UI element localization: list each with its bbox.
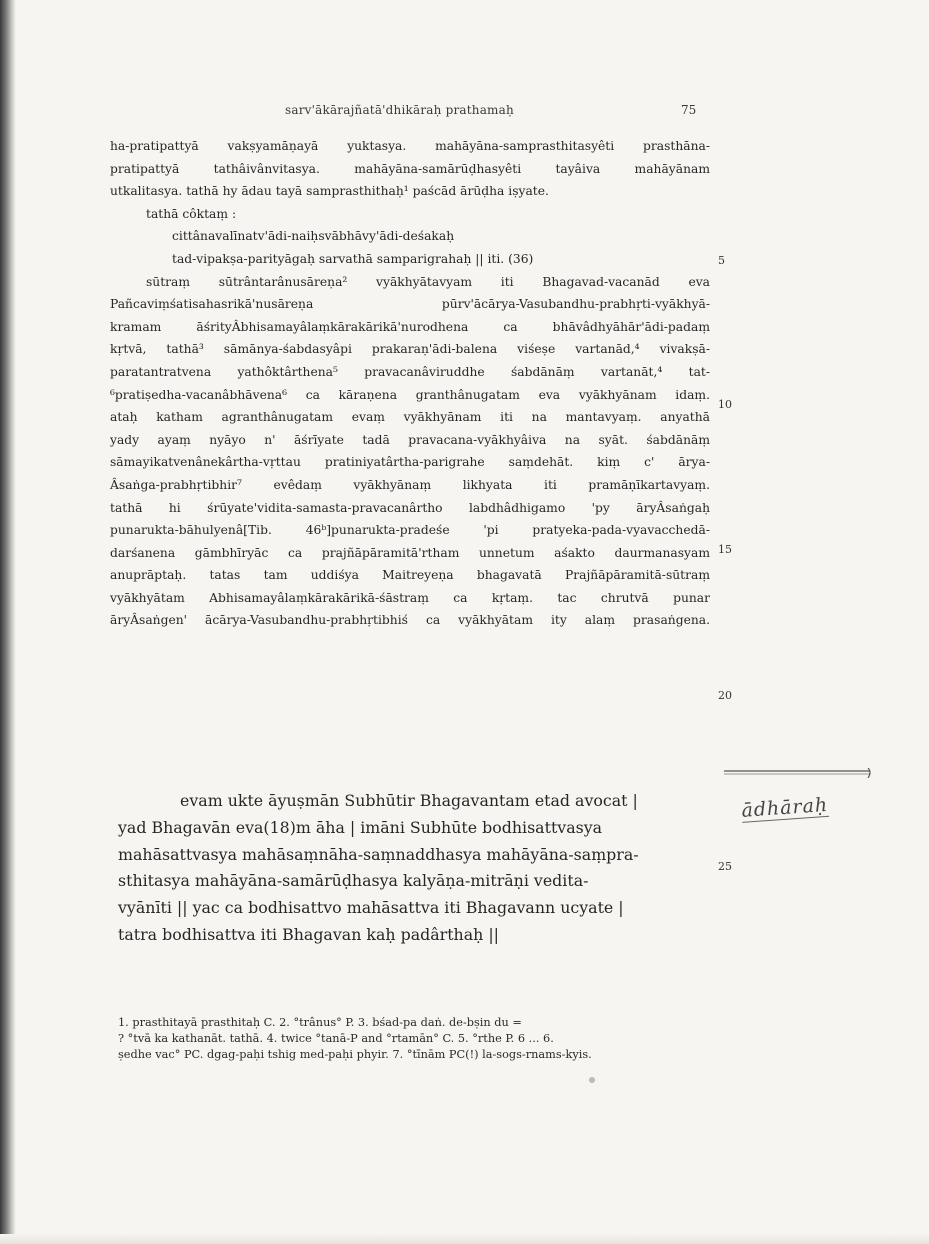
commentary-line: ataḥ katham agranthânugatam evaṃ vyākhyānam iti na mantavyaṃ. anyathā — [110, 410, 710, 425]
commentary-line: pratipattyā tathâivânvitasya. mahāyāna-samārūḍhasyêti tayâiva mahāyānam — [110, 161, 710, 176]
page-number: 75 — [681, 103, 697, 117]
verse-line: tad-vipakṣa-parityāgaḥ sarvathā samparigrahaḥ || iti. (36) — [172, 251, 534, 266]
commentary-line: ⁶pratiṣedha-vacanâbhāvena⁶ ca kāraṇena granthânugatam eva vyākhyānam idaṃ. — [110, 387, 710, 402]
commentary-line: kramam āśrityÂbhisamayâlaṃkārakārikā'nurodhena ca bhāvâdhyāhār'ādi-padaṃ — [110, 319, 710, 334]
sutra-line: tatra bodhisattva iti Bhagavan kaḥ padârthaḥ || — [118, 924, 499, 944]
commentary-line: Pañcaviṃśatisahasrikā'nusāreṇa pūrv'ācārya-Vasubandhu-prabhṛti-vyākhyā- — [110, 297, 710, 312]
commentary-line: Âsaṅga-prabhṛtibhir⁷ evêdaṃ vyākhyānaṃ likhyata iti pramāṇīkartavyaṃ. — [110, 477, 710, 492]
scan-bottom-edge — [0, 1234, 929, 1244]
commentary-line: yady ayaṃ nyāyo n' āśrīyate tadā pravacana-vyākhyâiva na syāt. śabdānāṃ — [110, 432, 710, 447]
line-number: 25 — [718, 860, 732, 873]
pen-underline-mark — [724, 768, 872, 778]
footnotes — [118, 1015, 718, 1063]
line-number: 15 — [718, 543, 732, 556]
commentary-line: tathā côktaṃ : — [146, 206, 237, 221]
sutra-line: mahāsattvasya mahāsaṃnāha-saṃnaddhasya mahāyāna-saṃpra- — [118, 844, 639, 864]
sutra-text — [118, 788, 686, 949]
commentary-line: sāmayikatvenânekârtha-vṛttau pratiniyatârtha-parigrahe saṃdehāt. kiṃ c' ārya- — [110, 455, 710, 470]
line-number: 10 — [718, 398, 732, 411]
commentary-line: utkalitasya. tathā hy ādau tayā samprasthithaḥ¹ paścād ārūḍha iṣyate. — [110, 184, 549, 199]
commentary-line: sūtraṃ sūtrântarânusāreṇa² vyākhyātavyam iti Bhagavad-vacanād eva — [146, 274, 710, 289]
scan-binding-edge — [0, 0, 16, 1244]
page-header — [0, 103, 929, 123]
sutra-line: yad Bhagavān eva(18)m āha | imāni Subhūte bodhisattvasya — [118, 817, 603, 837]
sutra-line: evam ukte āyuṣmān Subhūtir Bhagavantam etad avocat | — [180, 791, 638, 810]
commentary-line: ha-pratipattyā vakṣyamāṇayā yuktasya. mahāyāna-samprasthitasyêti prasthāna- — [110, 139, 710, 153]
commentary-line: darśanena gāmbhīryāc ca prajñāpāramitā'rtham unnetum aśakto daurmanasyam — [110, 545, 710, 560]
commentary-line: kṛtvā, tathā³ sāmānya-śabdasyâpi prakaraṇ'ādi-balena viśeṣe vartanād,⁴ vivakṣā- — [110, 342, 710, 357]
commentary-line: āryÂsaṅgen' ācārya-Vasubandhu-prabhṛtibhiś ca vyākhyātam ity alaṃ prasaṅgena. — [110, 613, 710, 628]
footnote-line: 1. prasthitayā prasthitaḥ C. 2. °trânus° P. 3. bśad-pa daṅ. de-bṣin du = — [118, 1016, 522, 1029]
commentary-line: tathā hi śrūyate'vidita-samasta-pravacanârtho labdhâdhigamo 'py āryÂsaṅgaḥ — [110, 500, 710, 515]
line-number: 20 — [718, 689, 732, 702]
footnote-line: ṣedhe vac° PC. dgag-paḥi tshig med-paḥi phyir. 7. °tīnām PC(!) la-sogs-rnams-kyis. — [118, 1048, 592, 1061]
commentary-line: punarukta-bāhulyenâ[Tib. 46ᵇ]punarukta-pradeśe 'pi pratyeka-pada-vyavacchedā- — [110, 523, 710, 538]
commentary-line: vyākhyātam Abhisamayâlaṃkārakārikā-śāstraṃ ca kṛtaṃ. tac chrutvā punar — [110, 590, 710, 605]
sutra-line: sthitasya mahāyāna-samārūḍhasya kalyāṇa-mitrāṇi vedita- — [118, 871, 589, 891]
running-title: sarv'ākārajñatā'dhikāraḥ prathamaḥ — [285, 103, 514, 117]
commentary-text — [110, 135, 710, 632]
line-number: 5 — [718, 254, 725, 267]
ink-smudge — [589, 1077, 595, 1083]
verse-line: cittânavalīnatv'ādi-naiḥsvābhāvy'ādi-deśakaḥ — [172, 229, 455, 244]
sutra-line: vyānīti || yac ca bodhisattvo mahāsattva iti Bhagavann ucyate | — [118, 898, 624, 918]
commentary-line: anuprāptaḥ. tatas tam uddiśya Maitreyeṇa bhagavatā Prajñāpāramitā-sūtraṃ — [110, 568, 710, 583]
footnote-line: ? °tvā ka kathanāt. tathā. 4. twice °tanā-P and °rtamān° C. 5. °rthe P. 6 ... 6. — [118, 1032, 554, 1045]
commentary-line: paratantratvena yathôktârthena⁵ pravacanâviruddhe śabdānāṃ vartanāt,⁴ tat- — [110, 364, 710, 379]
handwritten-margin-note: ādhāraḥ — [740, 793, 829, 822]
